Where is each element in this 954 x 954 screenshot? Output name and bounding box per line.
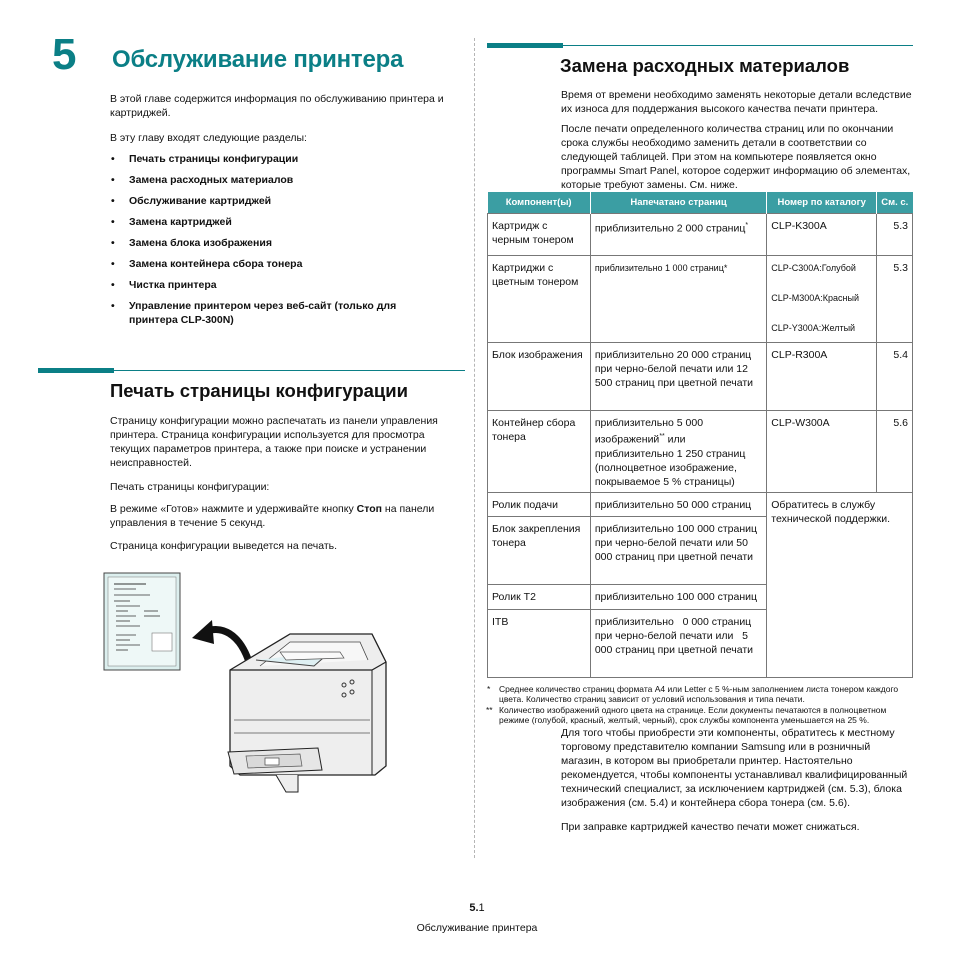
bullet-item: • Замена картриджей: [111, 216, 232, 228]
supplies-para: После печати определенного количества страниц или по окончании срока службы необходимо заменить детали в соответствии со следующей таблицей. При этом на компьютере появляется окно программы Smart Panel, которое содержит информацию об элементах, которые требуют замены. См. ниже.: [561, 123, 911, 191]
see-page-cell: 5.4: [877, 343, 913, 411]
table-header: См. с.: [877, 192, 913, 214]
component-cell: Контейнер сбора тонера: [488, 411, 591, 493]
pages-cell: приблизительно 100 000 страниц при черно-белой печати или 50 000 страниц при цветной печати: [590, 517, 766, 585]
component-cell: Блок закрепления тонера: [488, 517, 591, 585]
see-page-cell: 5.6: [877, 411, 913, 493]
catalog-cell: CLP-K300A: [767, 214, 877, 256]
pages-cell: приблизительно 5 000 изображений** или приблизительно 1 250 страниц (полноцветное изображение, покрываемое 5 % страницы): [590, 411, 766, 493]
pages-cell: приблизительно 2 000 страниц*: [590, 214, 766, 256]
bullet-item: • Чистка принтера: [111, 279, 217, 291]
component-cell: ITB: [488, 610, 591, 678]
footnote: * Среднее количество страниц формата А4 или Letter с 5 %-ным заполнением листа тонером каждого цвета. Количество страниц зависит от условий использования и типа печати.: [487, 684, 899, 704]
config-para: Страницу конфигурации можно распечатать из панели управления принтера. Страница конфигурации используется для просмотра текущих параметров принтера, а также при поиске и устранении неисправностей.: [110, 415, 438, 469]
support-note-cell: Обратитесь в службу технической поддержки.: [767, 493, 913, 678]
table-header: Номер по каталогу: [767, 192, 877, 214]
catalog-cell: CLP-R300A: [767, 343, 877, 411]
bullet-item: • Замена расходных материалов: [111, 174, 294, 186]
config-para: Печать страницы конфигурации:: [110, 481, 270, 493]
component-cell: Картридж с черным тонером: [488, 214, 591, 256]
see-page-cell: 5.3: [877, 256, 913, 343]
bullet-item: • Замена блока изображения: [111, 237, 272, 249]
table-row: [488, 256, 913, 343]
table-row: [488, 493, 913, 517]
supplies-heading: Замена расходных материалов: [560, 55, 850, 76]
table-row: [488, 411, 913, 493]
section-rule: [114, 370, 465, 371]
config-heading: Печать страницы конфигурации: [110, 380, 409, 401]
catalog-cell: CLP-C300A:Голубой CLP-M300A:Красный CLP-Y300A:Желтый: [767, 256, 877, 343]
table-header: Компонент(ы): [488, 192, 591, 214]
section-rule-accent: [487, 43, 563, 48]
table-row: [488, 343, 913, 411]
footnote: ** Количество изображений одного цвета на странице. Если документы печатаются в полноцветном режиме (голубой, красный, желтый, черный), срок службы компонента уменьшается на 25 %.: [486, 705, 887, 725]
component-cell: Картриджи с цветным тонером: [488, 256, 591, 343]
chapter-title: Обслуживание принтера: [112, 46, 404, 73]
section-rule-accent: [38, 368, 114, 373]
chapter-number: 5: [52, 30, 77, 79]
column-divider: [474, 38, 475, 858]
footer-title: Обслуживание принтера: [416, 922, 538, 934]
supplies-para: При заправке картриджей качество печати может снижаться.: [561, 821, 860, 833]
component-cell: Ролик Т2: [488, 585, 591, 610]
pages-cell: приблизительно 20 000 страниц при черно-белой печати или 12 500 страниц при цветной печати: [590, 343, 766, 411]
pages-cell: приблизительно 0 000 страниц при черно-белой печати или 5 000 страниц при цветной печати: [590, 610, 766, 678]
pages-cell: приблизительно 50 000 страниц: [590, 493, 766, 517]
pages-cell: приблизительно 100 000 страниц: [590, 585, 766, 610]
bullet-item: • Замена контейнера сбора тонера: [111, 258, 303, 270]
table-header: Напечатано страниц: [590, 192, 766, 214]
bullet-item: • Печать страницы конфигурации: [111, 153, 299, 165]
bullet-item: • Управление принтером через веб-сайт (только для принтера CLP-300N): [111, 300, 397, 326]
component-cell: Ролик подачи: [488, 493, 591, 517]
section-rule: [563, 45, 913, 46]
sections-intro: В эту главу входят следующие разделы:: [110, 132, 307, 144]
table-row: [488, 214, 913, 256]
component-cell: Блок изображения: [488, 343, 591, 411]
consumables-table: [487, 192, 913, 678]
config-step: В режиме «Готов» нажмите и удерживайте кнопку Стоп на панели управления в течение 5 секунд.: [110, 503, 435, 529]
config-para: Страница конфигурации выведется на печать.: [110, 540, 338, 552]
catalog-cell: CLP-W300A: [767, 411, 877, 493]
printer-illustration: [100, 570, 390, 800]
pages-cell: приблизительно 1 000 страниц*: [590, 256, 766, 343]
supplies-para: Для того чтобы приобрести эти компоненты, обратитесь к местному торговому представителю компании Samsung или в розничный магазин, в котором вы приобретали принтер. Настоятельно рекомендуется, чтобы компоненты устанавливал квалифицированный технический специалист, за исключением картриджей (см. 5.3), блока изображения (см. 5.4) и контейнера сбора тонера (см. 5.6).: [561, 727, 908, 809]
see-page-cell: 5.3: [877, 214, 913, 256]
page-number: 5.1: [469, 902, 485, 914]
supplies-para: Время от времени необходимо заменять некоторые детали вследствие их износа для поддержания высокого качества печати принтера.: [561, 89, 912, 115]
bullet-item: • Обслуживание картриджей: [111, 195, 272, 207]
intro-text: В этой главе содержится информация по обслуживанию принтера и картриджей.: [110, 93, 444, 119]
config-page-icon: [104, 573, 180, 670]
